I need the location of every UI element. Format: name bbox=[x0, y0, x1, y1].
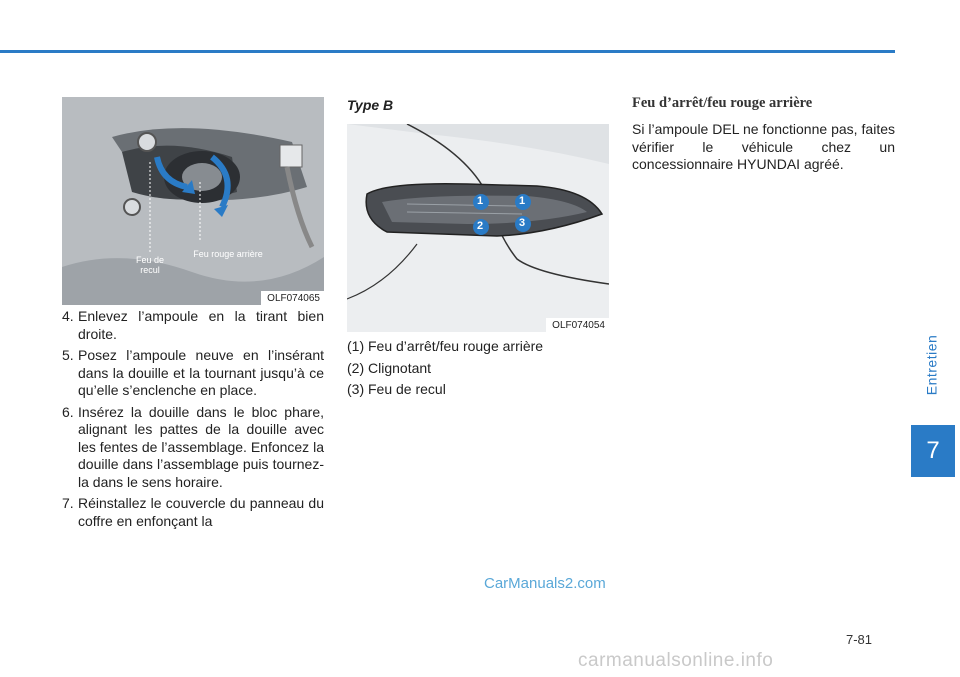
section-title: Feu d’arrêt/feu rouge arrière bbox=[632, 95, 813, 111]
figure-code: OLF074065 bbox=[261, 291, 324, 305]
header-rule bbox=[0, 50, 895, 53]
step-item: 4. Enlevez l’ampoule en la tirant bien droite. bbox=[62, 308, 324, 342]
legend-item: (2) Clignotant bbox=[347, 359, 432, 376]
bulb-socket-illustration bbox=[62, 97, 324, 305]
chapter-number-badge: 7 bbox=[911, 425, 955, 477]
step-item: 5. Posez l’ampoule neuve en l’insérant dans la douille et la tournant jusqu’à ce qu’elle s’enclenche en place. bbox=[62, 347, 324, 398]
watermark-link[interactable]: CarManuals2.com bbox=[484, 575, 606, 592]
watermark-footer: carmanualsonline.info bbox=[578, 650, 774, 671]
marker-3: 3 bbox=[519, 217, 526, 229]
figure-tail-lamp bbox=[347, 124, 609, 332]
step-item: 6. Insérez la douille dans le bloc phare, alignant les pattes de la douille avec les fentes de l’assemblage. Enfoncez la douille dans l’assemblage puis tournez-la dans le sens horaire. bbox=[62, 403, 324, 490]
marker-2: 2 bbox=[477, 220, 484, 232]
step-item: 7. Réinstallez le couvercle du panneau du coffre en enfonçant la bbox=[62, 495, 324, 529]
callout-reverse-lamp: Feu de recul bbox=[135, 255, 165, 275]
callout-stop-lamp: Feu rouge arrière bbox=[193, 249, 263, 259]
section-body: Si l’ampoule DEL ne fonctionne pas, faites vérifier le véhicule chez un concessionnaire HYUNDAI agréé. bbox=[632, 121, 895, 172]
instruction-steps bbox=[62, 308, 324, 534]
figure-legend bbox=[347, 338, 609, 403]
chapter-side-label: Entretien bbox=[923, 334, 940, 396]
page-number: 7-81 bbox=[846, 632, 873, 647]
legend-item: (1) Feu d’arrêt/feu rouge arrière bbox=[347, 338, 544, 354]
marker-1: 1 bbox=[477, 195, 484, 207]
figure-code: OLF074054 bbox=[546, 318, 609, 332]
marker-1: 1 bbox=[519, 195, 526, 207]
figure-bulb-socket bbox=[62, 97, 324, 305]
type-b-heading: Type B bbox=[347, 97, 394, 113]
legend-item: (3) Feu de recul bbox=[347, 381, 446, 397]
